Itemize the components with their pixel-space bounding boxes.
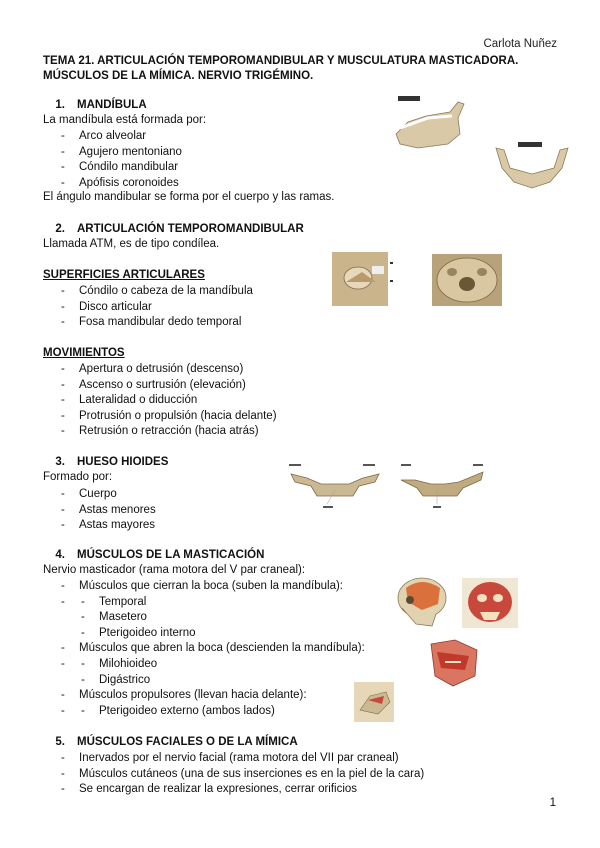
list-item: - Músculos propulsores (llevan hacia delante): bbox=[43, 688, 365, 704]
articular-surfaces-list bbox=[43, 284, 253, 331]
hyoid-parts-list bbox=[43, 487, 156, 534]
list-item: - Cóndilo mandibular bbox=[43, 160, 182, 176]
list-item: - Protrusión o propulsión (hacia delante) bbox=[43, 409, 277, 425]
lateral-pterygoid-image bbox=[354, 682, 394, 722]
list-item: - Cóndilo o cabeza de la mandíbula bbox=[43, 284, 253, 300]
section-1-intro: La mandíbula está formada por: bbox=[43, 114, 207, 126]
mandible-parts-list bbox=[43, 129, 182, 191]
tmj-closeup-image bbox=[332, 252, 394, 306]
list-item: - Inervados por el nervio facial (rama motora del VII par craneal) bbox=[43, 751, 424, 767]
list-item: - Agujero mentoniano bbox=[43, 145, 182, 161]
section-3-heading bbox=[43, 456, 168, 468]
mandible-side-image bbox=[388, 94, 470, 152]
page-number: 1 bbox=[549, 797, 556, 809]
list-item: - Músculos que cierran la boca (suben la mandíbula): bbox=[43, 579, 365, 595]
list-item: - Masetero bbox=[43, 610, 365, 626]
list-item: - Fosa mandibular dedo temporal bbox=[43, 315, 253, 331]
section-title: ARTICULACIÓN TEMPOROMANDIBULAR bbox=[77, 223, 304, 235]
section-4-heading bbox=[43, 549, 264, 561]
section-title: MÚSCULOS FACIALES O DE LA MÍMICA bbox=[77, 736, 298, 748]
author-name: Carlota Nuñez bbox=[483, 38, 557, 50]
list-item: - Astas mayores bbox=[43, 518, 156, 534]
image-label bbox=[518, 142, 542, 147]
closing-muscles-list bbox=[43, 595, 365, 642]
section-number: 5. bbox=[55, 736, 65, 748]
list-item: - Lateralidad o diducción bbox=[43, 393, 277, 409]
hyoid-oblique-image bbox=[397, 460, 489, 512]
list-item: - Se encargan de realizar la expresiones, cerrar orificios bbox=[43, 782, 424, 798]
list-item: - Digástrico bbox=[43, 673, 365, 689]
section-title: MANDÍBULA bbox=[77, 99, 147, 111]
section-number: 2. bbox=[55, 223, 65, 235]
sub-list-container bbox=[43, 657, 365, 688]
list-item: - - Pterigoideo externo (ambos lados) bbox=[43, 704, 365, 720]
section-5-heading bbox=[43, 736, 298, 748]
list-item: - - Temporal bbox=[43, 595, 365, 611]
movements-heading: MOVIMIENTOS bbox=[43, 347, 125, 359]
list-item: - - Milohioideo bbox=[43, 657, 365, 673]
list-item: - Ascenso o surtrusión (elevación) bbox=[43, 378, 277, 394]
section-number: 4. bbox=[55, 549, 65, 561]
list-item: - Músculos cutáneos (una de sus inserciones es en la piel de la cara) bbox=[43, 767, 424, 783]
list-item: - Cuerpo bbox=[43, 487, 156, 503]
propulsor-muscles-list bbox=[43, 704, 365, 720]
mastication-muscles-list bbox=[43, 579, 365, 719]
section-title: HUESO HIOIDES bbox=[77, 456, 169, 468]
list-item: - Astas menores bbox=[43, 503, 156, 519]
articular-surfaces-heading: SUPERFICIES ARTICULARES bbox=[43, 269, 205, 281]
page-title: TEMA 21. ARTICULACIÓN TEMPOROMANDIBULAR Y MUSCULATURA MASTICADORA. MÚSCULOS DE LA MÍMICA. NERVIO TRIGÉMINO. bbox=[43, 55, 519, 82]
section-2-intro: Llamada ATM, es de tipo condílea. bbox=[43, 238, 220, 250]
list-item: - Músculos que abren la boca (descienden la mandíbula): bbox=[43, 641, 365, 657]
facial-muscles-list bbox=[43, 751, 424, 798]
list-item: - Disco articular bbox=[43, 300, 253, 316]
section-4-intro: Nervio masticador (rama motora del V par craneal): bbox=[43, 564, 306, 576]
hyoid-front-image bbox=[287, 460, 383, 512]
masseter-muscle-image bbox=[462, 578, 518, 628]
section-number: 3. bbox=[55, 456, 65, 468]
list-item: - Apertura o detrusión (descenso) bbox=[43, 362, 277, 378]
suprahyoid-muscles-image bbox=[425, 636, 483, 690]
list-item: - Pterigoideo interno bbox=[43, 626, 365, 642]
opening-muscles-list bbox=[43, 657, 365, 688]
section-title: MÚSCULOS DE LA MASTICACIÓN bbox=[77, 549, 265, 561]
mandible-front-image bbox=[492, 138, 574, 192]
section-2-heading bbox=[43, 223, 304, 235]
skull-base-image bbox=[432, 254, 502, 306]
sub-list-container bbox=[43, 595, 365, 642]
temporal-muscle-skull-image bbox=[392, 574, 450, 630]
section-1-outro: El ángulo mandibular se forma por el cuerpo y las ramas. bbox=[43, 191, 335, 203]
list-item: - Arco alveolar bbox=[43, 129, 182, 145]
list-item: - Apófisis coronoides bbox=[43, 176, 182, 192]
movements-list bbox=[43, 362, 277, 440]
section-3-intro: Formado por: bbox=[43, 471, 113, 483]
section-number: 1. bbox=[55, 99, 65, 111]
image-label bbox=[398, 96, 420, 101]
section-1-heading bbox=[43, 99, 147, 111]
sub-list-container bbox=[43, 704, 365, 720]
list-item: - Retrusión o retracción (hacia atrás) bbox=[43, 424, 277, 440]
